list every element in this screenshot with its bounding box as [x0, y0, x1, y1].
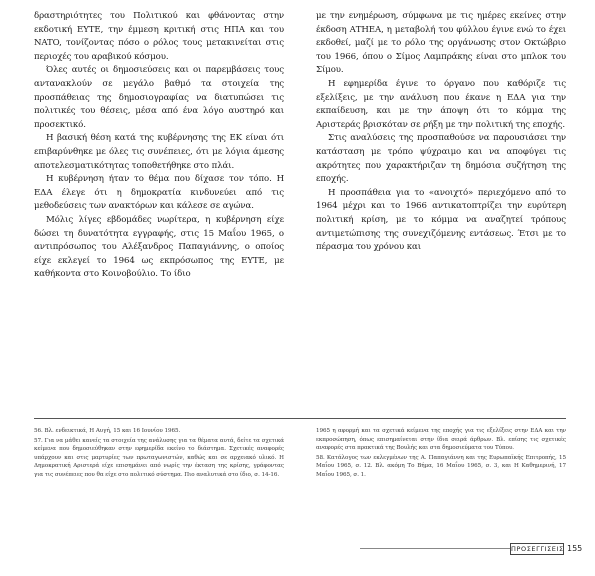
page-number: 155 [567, 544, 583, 553]
footnote-divider [34, 418, 566, 419]
paragraph: Η βασική θέση κατά της κυβέρνησης της ΕΚ είναι ότι επιβαρύνθηκε με όλες τις συνέπειες, ότι με λόγια άμεσης αποτελεσματικότητας τοποθετήθηκε στο πλάι. [34, 133, 284, 171]
footnote: 57. Για να μάθει κανείς τα στοιχεία της ανάλυσης για τα θέματα αυτά, δείτε τα σχετικά κείμενα που δημοσιεύθηκαν στην εφημερίδα εκείνο το διάστημα. Σχετικές αναφορές υπάρχουν και στις μαρτυρίες των πρωταγωνιστών, καθώς και σε αρχειακό υλικό. Η Δημοκρατική Αριστερά είχε επισημάνει από νωρίς την έκταση της κρίσης, γράφοντας για τις συνέπειες που θα είχε στο πολιτικό σύστημα. Πιο αναλυτικά στο ίδιο, σ. 14-16. [34, 437, 284, 478]
paragraph: δραστηριότητες του Πολιτικού και φθάνοντας στην εκδοτική ΕΥΤΕ, την έμμεση κριτική στις ΗΠΑ και του NATO, τονίζοντας πόσο ο ρόλος τους μετακινείται στις περιοχές του αραβικού κόσμου. [34, 11, 284, 62]
footnotes-left [34, 427, 284, 480]
paragraph: Η προσπάθεια για το «ανοιχτό» περιεχόμενο από το 1964 μέχρι και το 1966 αντικατοπτρίζει την ευρύτερη πολιτική κρίση, με το κόμμα να αναζητεί τρόπους αντιμετώπισης της συνεχιζόμενης εντάσεως. Έτσι με το πέρασμα του χρόνου και [316, 187, 566, 253]
footnote: 56. Βλ. ενδεικτικά, Η Αυγή, 15 και 16 Ιουνίου 1965. [34, 428, 181, 434]
paragraph: Μόλις λίγες εβδομάδες νωρίτερα, η κυβέρνηση είχε δώσει τη δυνατότητα εγγραφής, στις 15 Μαΐου 1965, ο αντιπρόσωπος του Αλέξανδρος Παπαγιάννης, ο οποίος είχε εκλεγεί το 1964 ως εκπρόσωπος της ΕΥΤΕ, με καθήκοντα στο Κοινοβούλιο. Το ίδιο [34, 214, 284, 280]
paragraph: Όλες αυτές οι δημοσιεύσεις και οι παρεμβάσεις τους αντανακλούν σε μεγάλο βαθμό τα στοιχεία της προσπάθειας της δημοσιογραφίας να διατυπώσει τις πολιτικές του θέσεις, μέσα από ένα λόγο αυστηρό και προσεκτικό. [34, 65, 284, 130]
paragraph: Στις αναλύσεις της προσπαθούσε να παρουσιάσει την κατάσταση με τρόπο ψύχραιμο και να αποφύγει τις ακρότητες που χαρακτήριζαν τη δημόσια συζήτηση της εποχής. [316, 133, 566, 185]
footnote: 1965 η αφορμή και τα σχετικά κείμενα της εποχής για τις εξελίξεις στην ΕΔΑ και την εκπροσώπηση, όπως επισημαίνεται στην ίδια σειρά άρθρων. Βλ. επίσης τις σχετικές αναφορές στα πρακτικά της Βουλής και στα δημοσιεύματα του Τύπου. [316, 428, 566, 451]
section-label: ΠΡΟΣΕΓΓΙΣΕΙΣ [511, 545, 564, 553]
paragraph: Η κυβέρνηση ήταν το θέμα που δίχασε τον τόπο. Η ΕΔΑ έλεγε ότι η δημοκρατία κινδυνεύει από τις μεθοδεύσεις των ανακτόρων και κάλεσε σε αγώνα. [34, 174, 284, 212]
footnotes-right [316, 427, 566, 480]
body-column-left [34, 10, 284, 282]
footnote: 58. Κατάλογος των εκλεγμένων της Α. Παπαγιάννη και της Ευρωπαϊκής Επιτροπής, 15 Μαΐου 1965, σ. 12. Βλ. ακόμη Το Βήμα, 16 Μαΐου 1965, σ. 3, και Η Καθημερινή, 17 Μαΐου 1965, σ. 1. [316, 454, 566, 478]
paragraph: με την ενημέρωση, σύμφωνα με τις ημέρες εκείνες στην έκδοση ΑΤΗΕΑ, η μεταβολή του φύλλου έγινε ενώ το έχει εκδοθεί, μαζί με το ρόλο της οργάνωσης στον Οκτώβριο του 1966, όπου ο Σίμος Λαμπράκης είναι στο μπλοκ του Σίμου. [316, 11, 566, 76]
body-column-right [316, 10, 566, 255]
paragraph: Η εφημερίδα έγινε το όργανο που καθόριζε τις εξελίξεις, με την ανάλυση που έκανε η ΕΔΑ για την εκπαίδευση, και με την άποψη ότι το κόμμα της Αριστεράς βρισκόταν σε ρήξη με την πολιτική της εποχής. [316, 78, 566, 130]
footer-rule [360, 548, 510, 549]
